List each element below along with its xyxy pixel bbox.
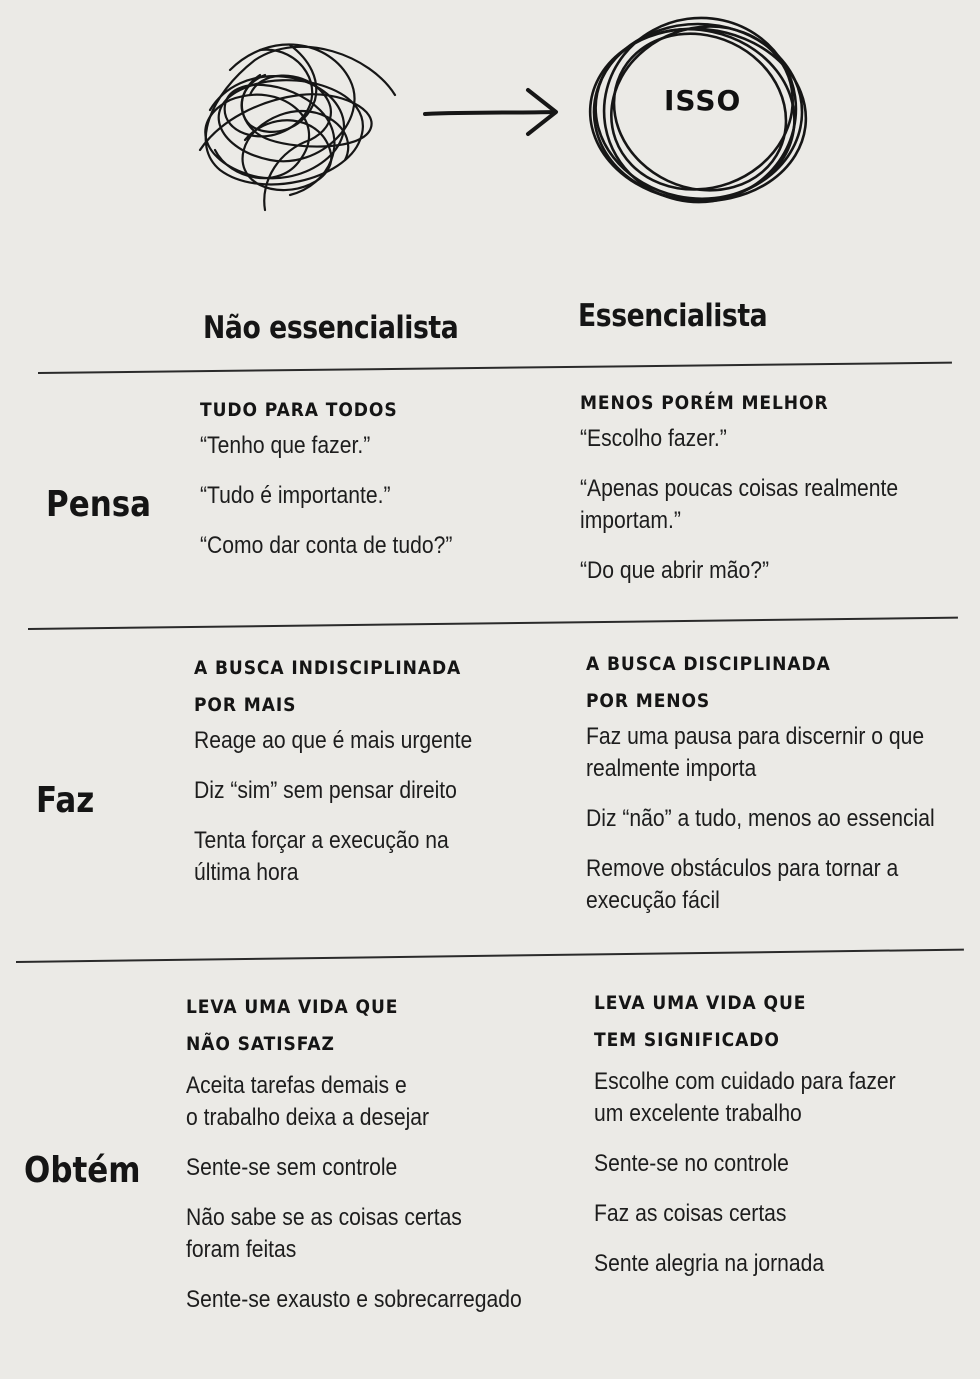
cell-line: última hora bbox=[194, 859, 299, 886]
cell-heading: TEM SIGNIFICADO bbox=[594, 1029, 780, 1051]
cell-faz-nao-essencialista bbox=[194, 651, 554, 907]
tangled-scribble-icon bbox=[200, 45, 395, 210]
cell-line: “Tenho que fazer.” bbox=[200, 432, 371, 459]
cell-line: um excelente trabalho bbox=[594, 1100, 802, 1127]
cell-line: “Apenas poucas coisas realmente bbox=[580, 475, 899, 502]
cell-line: Sente-se exausto e sobrecarregado bbox=[186, 1286, 522, 1313]
illustration-label: ISSO bbox=[664, 84, 742, 117]
cell-heading: NÃO SATISFAZ bbox=[186, 1033, 335, 1055]
row-label-pensa: Pensa bbox=[46, 484, 152, 525]
cell-line: Diz “não” a tudo, menos ao essencial bbox=[586, 805, 935, 832]
cell-heading: A BUSCA DISCIPLINADA bbox=[586, 653, 831, 675]
cell-heading: A BUSCA INDISCIPLINADA bbox=[194, 657, 462, 679]
divider bbox=[38, 362, 952, 374]
cell-line: o trabalho deixa a desejar bbox=[186, 1104, 430, 1131]
cell-line: execução fácil bbox=[586, 887, 720, 914]
cell-line: Faz uma pausa para discernir o que bbox=[586, 723, 925, 750]
cell-heading: LEVA UMA VIDA QUE bbox=[594, 992, 807, 1014]
cell-obtem-nao-essencialista bbox=[186, 990, 546, 1334]
cell-heading: MENOS PORÉM MELHOR bbox=[580, 392, 829, 414]
cell-pensa-nao-essencialista bbox=[200, 393, 560, 580]
cell-line: Remove obstáculos para tornar a bbox=[586, 855, 899, 882]
cell-line: “Escolho fazer.” bbox=[580, 425, 727, 452]
cell-line: Faz as coisas certas bbox=[594, 1200, 787, 1227]
cell-line: Tenta forçar a execução na bbox=[194, 827, 449, 854]
cell-line: “Tudo é importante.” bbox=[200, 482, 391, 509]
cell-line: Sente-se no controle bbox=[594, 1150, 789, 1177]
cell-line: importam.” bbox=[580, 507, 681, 534]
cell-faz-essencialista bbox=[586, 647, 946, 935]
cell-line: Sente alegria na jornada bbox=[594, 1250, 825, 1277]
scribble-to-circle-illustration bbox=[0, 0, 980, 230]
row-label-obtem: Obtém bbox=[24, 1150, 141, 1191]
column-header-left: Não essencialista bbox=[203, 310, 459, 346]
cell-obtem-essencialista bbox=[594, 986, 954, 1298]
cell-line: Sente-se sem controle bbox=[186, 1154, 398, 1181]
row-label-faz: Faz bbox=[36, 780, 95, 821]
cell-heading: POR MAIS bbox=[194, 694, 297, 716]
column-header-right: Essencialista bbox=[578, 298, 768, 334]
divider bbox=[28, 617, 958, 630]
right-arrow-icon bbox=[425, 90, 556, 134]
cell-line: Reage ao que é mais urgente bbox=[194, 727, 473, 754]
cell-heading: TUDO PARA TODOS bbox=[200, 399, 398, 421]
cell-line: “Do que abrir mão?” bbox=[580, 557, 769, 584]
cell-line: Aceita tarefas demais e bbox=[186, 1072, 407, 1099]
cell-line: Não sabe se as coisas certas bbox=[186, 1204, 462, 1231]
divider bbox=[16, 949, 964, 963]
cell-line: “Como dar conta de tudo?” bbox=[200, 532, 453, 559]
cell-line: Escolhe com cuidado para fazer bbox=[594, 1068, 896, 1095]
cell-heading: LEVA UMA VIDA QUE bbox=[186, 996, 399, 1018]
cell-line: Diz “sim” sem pensar direito bbox=[194, 777, 457, 804]
cell-line: realmente importa bbox=[586, 755, 757, 782]
cell-line: foram feitas bbox=[186, 1236, 297, 1263]
cell-pensa-essencialista bbox=[580, 386, 940, 605]
cell-heading: POR MENOS bbox=[586, 690, 711, 712]
